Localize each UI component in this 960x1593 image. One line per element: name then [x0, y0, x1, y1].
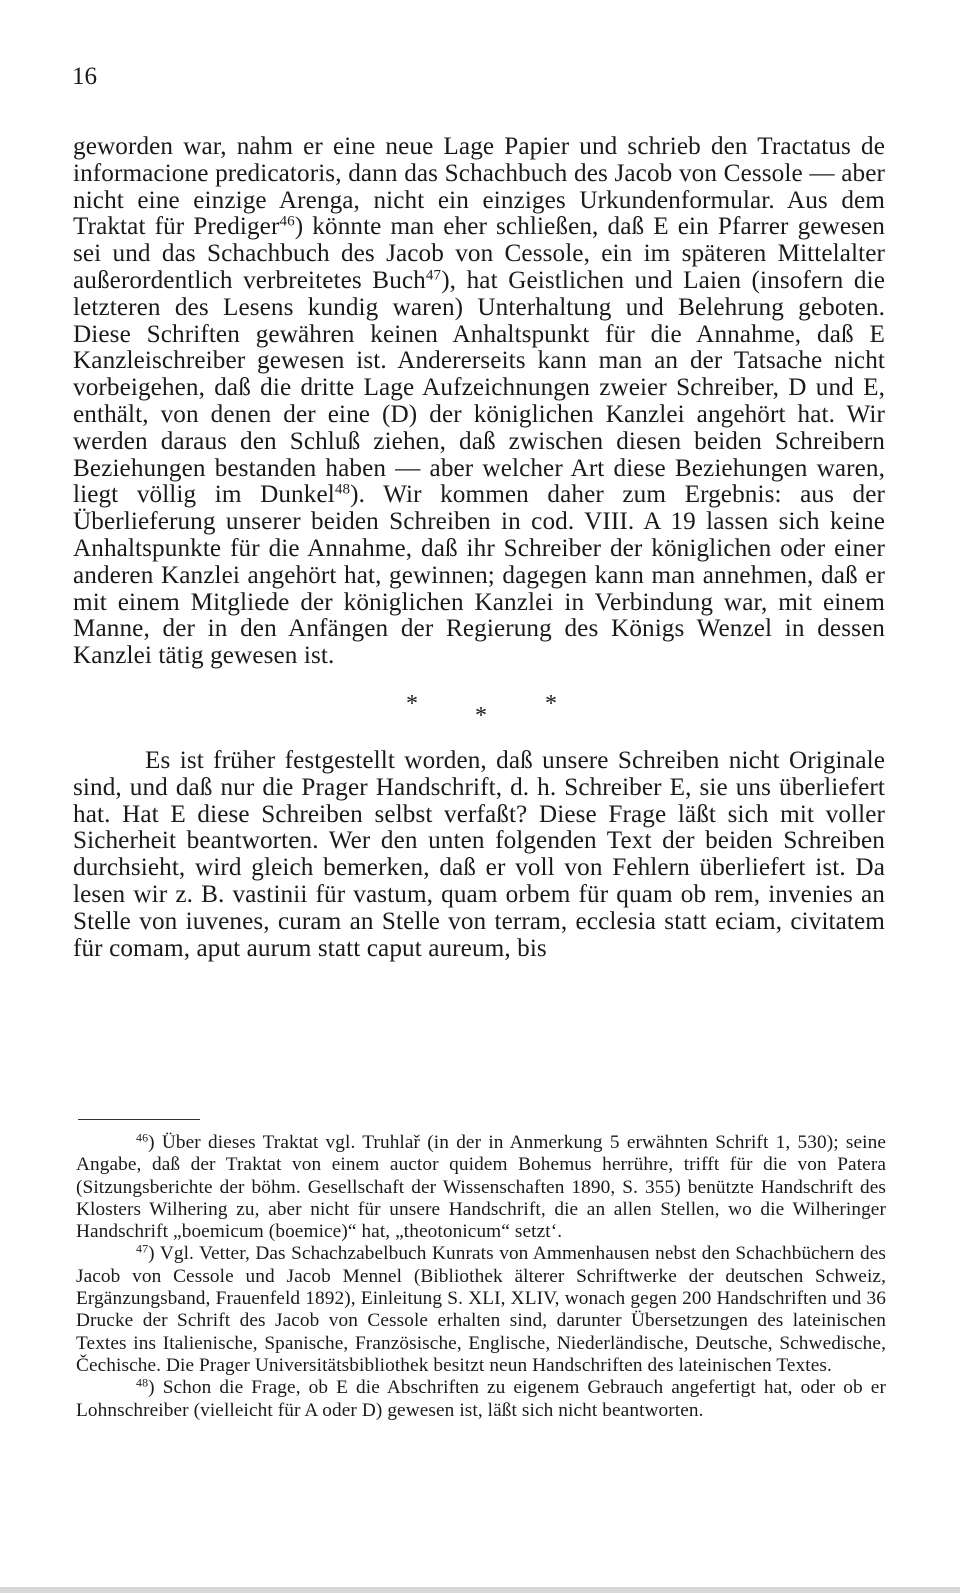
paragraph-1: [73, 134, 885, 670]
footnote-number: 47: [136, 1241, 149, 1256]
main-text: [73, 134, 885, 962]
paragraph-1-part-3: ), hat Geistlichen und Laien (insofern die letzteren des Lesens kundig waren) Unterhaltung und Belehrung geboten. Diese Schriften gewähren keinen Anhaltspunkt für die Annahme, daß E Kanzleischreiber gewesen ist. Andererseits kann man an der Tatsache nicht vorbeigehen, daß die dritte Lage Aufzeichnungen zweier Schreiber, D und E, enthält, von denen der eine (D) der königlichen Kanzlei angehört hat. Wir werden daraus den Schluß ziehen, daß zwischen diesen beiden Schreibern Beziehungen bestanden haben — aber welcher Art diese Beziehungen waren, liegt völlig im Dunkel: [73, 266, 885, 509]
footnote-text: ) Schon die Frage, ob E die Abschriften zu eigenem Gebrauch angefertigt hat, oder ob er Lohnschreiber (vielleicht für A oder D) gewesen ist, läßt sich nicht beantworten.: [76, 1377, 886, 1421]
asterisk-right: *: [545, 690, 558, 717]
scan-bottom-edge: [0, 1587, 960, 1593]
footnote-text: ) Vgl. Vetter, Das Schachzabelbuch Kunrats von Ammenhausen nebst den Schachbüchern des Jacob von Cessole und Jacob Mennel (Bibliothek älterer Schriftwerke der deutschen Schweiz, Ergänzungsband, Frauenfeld 1892), Einleitung S. XLI, XLIV, wonach gegen 200 Handschriften und 36 Drucke der Schrift des Jacob von Cessole erhalten sind, darunter Übersetzungen des lateinischen Textes ins Italienische, Spanische, Französische, Englische, Niederländische, Deutsche, Schwedische, Čechische. Die Prager Universitätsbibliothek besitzt neun Handschriften des lateinischen Textes.: [76, 1243, 886, 1376]
paragraph-2: Es ist früher festgestellt worden, daß unsere Schreiben nicht Originale sind, und daß nur die Prager Handschrift, d. h. Schreiber E, sie uns überliefert hat. Hat E diese Schreiben selbst verfaßt? Diese Frage läßt sich mit voller Sicherheit beantworten. Wer den unten folgenden Text der beiden Schreiben durchsieht, wird gleich bemerken, daß er voll von Fehlern überliefert ist. Da lesen wir z. B. vastinii für vastum, quam orbem für quam ob rem, invenies an Stelle von iuvenes, curam an Stelle von terram, ecclesia statt eciam, civitatem für comam, aput aurum statt caput aureum, bis: [73, 746, 885, 962]
footnote-number: 46: [136, 1130, 149, 1145]
footnote-ref-48: 48: [334, 482, 351, 499]
footnote-text: ) Über dieses Traktat vgl. Truhlař (in der in Anmerkung 5 erwähnten Schrift 1, 530); seine Angabe, daß der Traktat von einem auctor quidem Bohemus herrühre, trifft für die von Patera (Sitzungsberichte der böhm. Gesellschaft der Wissenschaften 1890, S. 355) benützte Handschrift des Klosters Wilhering zu, aber nicht für unsere Handschrift, die an allen Stellen, wo die Wilheringer Handschrift „boemicum (boemice)“ hat, „theotonicum“ setzt‘.: [76, 1132, 886, 1243]
asterisk-left: *: [406, 690, 419, 717]
footnote-47: [76, 1243, 886, 1377]
page-number: 16: [72, 63, 97, 90]
paragraph-1-part-4: ). Wir kommen daher zum Ergebnis: aus der Überlieferung unserer beiden Schreiben in cod. VIII. A 19 lassen sich keine Anhaltspunkte für die Annahme, daß ihr Schreiber der königlichen oder einer anderen Kanzlei angehört hat, gewinnen; dagegen kann man annehmen, daß er mit einem Mitgliede der königlichen Kanzlei in Verbindung war, mit einem Manne, der in den Anfängen der Regierung des Königs Wenzel in dessen Kanzlei tätig gewesen ist.: [73, 481, 886, 670]
asterisk-center: *: [475, 702, 488, 729]
footnote-ref-47: 47: [425, 267, 442, 284]
paragraph-1-part-2: ) könnte man eher schließen, daß E ein Pfarrer gewesen sei und das Schachbuch des Jacob von Cessole, ein im späteren Mittelalter außerordentlich verbreitetes Buch: [73, 213, 885, 294]
footnote-48: [76, 1377, 886, 1422]
footnote-ref-46: 46: [279, 214, 295, 231]
footnote-divider: [78, 1119, 200, 1120]
footnote-number: 48: [136, 1375, 149, 1390]
section-separator: [73, 670, 885, 748]
footnotes: [76, 1132, 886, 1422]
paragraph-1-part-1: geworden war, nahm er eine neue Lage Papier und schrieb den Tractatus de informacione predicatoris, dann das Schachbuch des Jacob von Cessole — aber nicht eine einzige Arenga, nicht ein einziges Urkundenformular. Aus dem Traktat für Prediger: [73, 133, 885, 241]
footnote-46: [76, 1132, 886, 1243]
